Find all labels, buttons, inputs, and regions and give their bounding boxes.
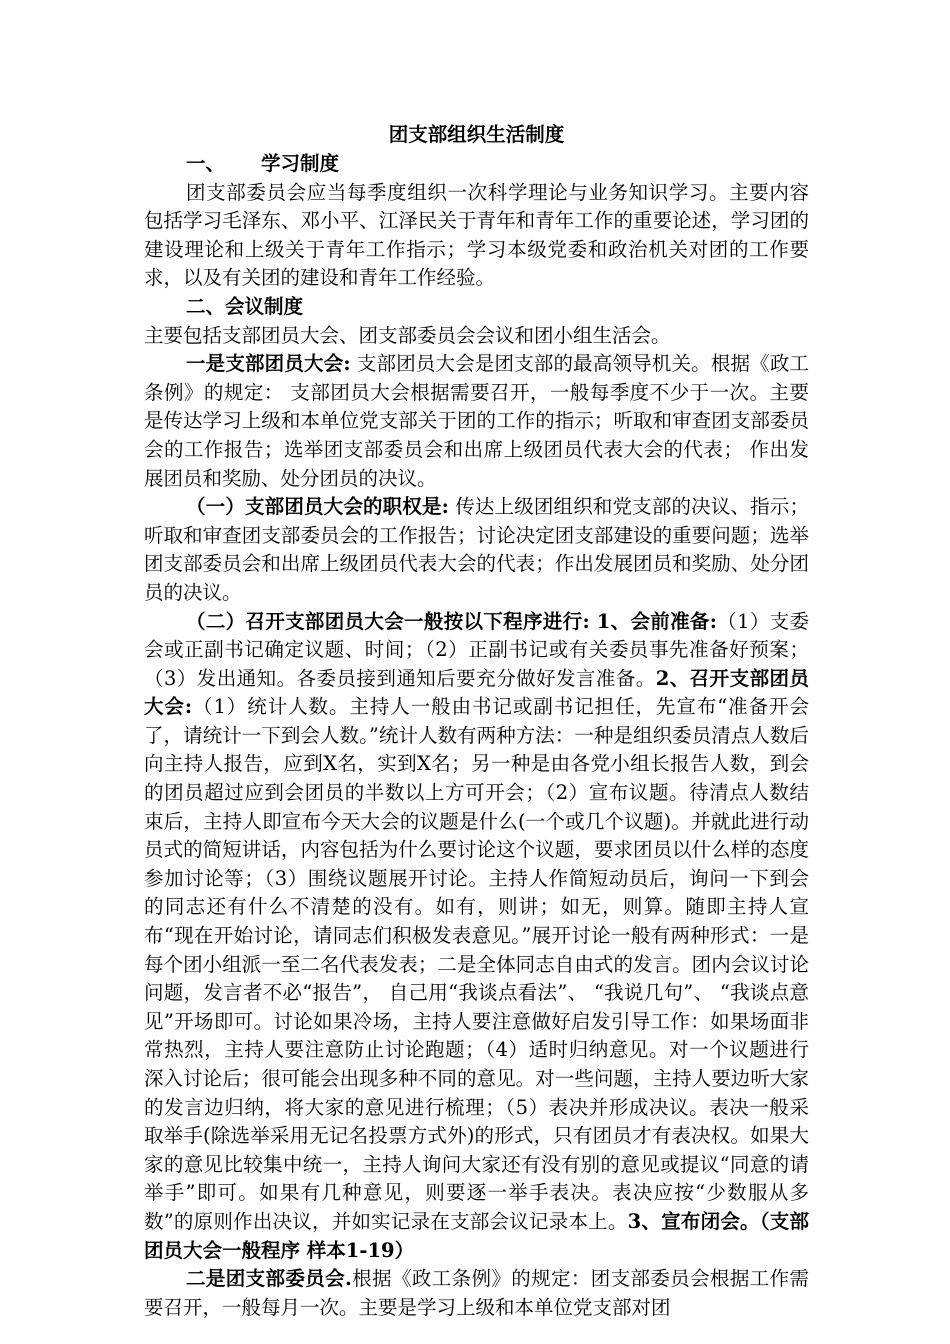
paragraph-committee-meeting [144, 1265, 809, 1322]
paragraph-lead: 二是团支部委员会. [186, 1267, 352, 1291]
paragraph-meeting-intro: 主要包括支部团员大会、团支部委员会会议和团小组生活会。 [144, 323, 671, 347]
paragraph-lead: 一是支部团员大会: [186, 352, 351, 376]
paragraph-text: 根据《政工条例》的规定：团支部委员会根据工作需要召开，一般每月一次。主要是学习上级和本单位党支部对团 [144, 1267, 809, 1319]
paragraph-study: 团支部委员会应当每季度组织一次科学理论与业务知识学习。主要内容包括学习毛泽东、邓小平、江泽民关于青年和青年工作的重要论述，学习团的建设理论和上级关于青年工作指示；学习本级党委和政治机关对团的工作要求，以及有关团的建设和青年工作经验。 [144, 180, 809, 290]
section-heading-study [144, 150, 809, 179]
document-body [144, 120, 809, 1322]
paragraph-lead: （二）召开支部团员大会一般按以下程序进行: 1、会前准备: [186, 609, 717, 633]
section-number: 一、 [186, 152, 226, 175]
paragraph-assembly-powers [144, 493, 809, 607]
paragraph-member-assembly [144, 350, 809, 493]
paragraph-text: （1）支委会或正副书记确定议题、时间；（2）正副书记或有关委员事先准备好预案；（3）发出通知。各委员接到通知后要充分做好发言准备。 [144, 609, 809, 690]
section-heading-meeting [144, 293, 809, 322]
paragraph-text: 传达上级团组织和党支部的决议、指示；听取和审查团支部委员会的工作报告；讨论决定团支部建设的重要问题；选举团支部委员会和出席上级团员代表大会的代表；作出发展团员和奖励、处分团员的决议。 [144, 495, 810, 604]
paragraph-lead: （一）支部团员大会的职权是: [186, 495, 449, 519]
paragraph-subhead: 2、召开支部团员大会: [144, 666, 809, 719]
paragraph-text: （1）统计人数。主持人一般由书记或副书记担任，先宣布“准备开会了，请统计一下到会人数。”统计人数有两种方法：一种是组织委员清点人数后向主持人报告，应到X名，实到X名；另一种是由各党小组长报告人数，到会的团员超过应到会团员的半数以上方可开会；（2）宣布议题。待清点人数结束后，主持人即宣布今天大会的议题是什么(一个或几个议题)。并就此进行动员式的简短讲话，内容包括为什么要讨论这个议题，要求团员以什么样的态度参加讨论等；（3）围绕议题展开讨论。主持人作简短动员后，询问一下到会的同志还有什么不清楚的没有。如有，则讲；如无，则算。随即主持人宣布“现在开始讨论，请同志们积极发表意见。”展开讨论一般有两种形式：一是每个团小组派一至二名代表发表；二是全体同志自由式的发言。团内会议讨论问题，发言者不必“报告”， 自己用“我谈点看法”、 “我说几句”、 “我谈点意见”开场即可。讨论如果冷场，主持人要注意做好启发引导工作：如果场面非常热烈，主持人要注意防止讨论跑题；（4）适时归纳意见。对一个议题进行深入讨论后；很可能会出现多种不同的意见。对一些问题，主持人要边听大家的发言边归纳，将大家的意见进行梳理；（5）表决并形成决议。表决一般采取举手(除选举采用无记名投票方式外)的形式，只有团员才有表决权。如果大家的意见比较集中统一，主持人询问大家还有没有别的意见或提议“同意的请举手”即可。如果有几种意见，则要逐一举手表决。表决应按“少数服从多数”的原则作出决议，并如实记录在支部会议记录本上。 [144, 695, 809, 1233]
section-title: 二、会议制度 [186, 294, 304, 318]
document-title: 团支部组织生活制度 [388, 123, 565, 146]
paragraph-assembly-procedure [144, 608, 809, 1266]
section-title: 学习制度 [261, 152, 340, 175]
paragraph-text: 支部团员大会是团支部的最高领导机关。根据《政工条例》的规定： 支部团员大会根据需要召开，一般每季度不少于一次。主要是传达学习上级和本单位党支部关于团的工作的指示；听取和审查团支部委员会的工作报告；选举团支部委员会和出席上级团员代表大会的代表； 作出发展团员和奖励、处分团员的决议。 [144, 352, 809, 490]
paragraph-subhead: 3、宣布闭会。（支部团员大会一般程序 样本1-19） [144, 1209, 809, 1262]
